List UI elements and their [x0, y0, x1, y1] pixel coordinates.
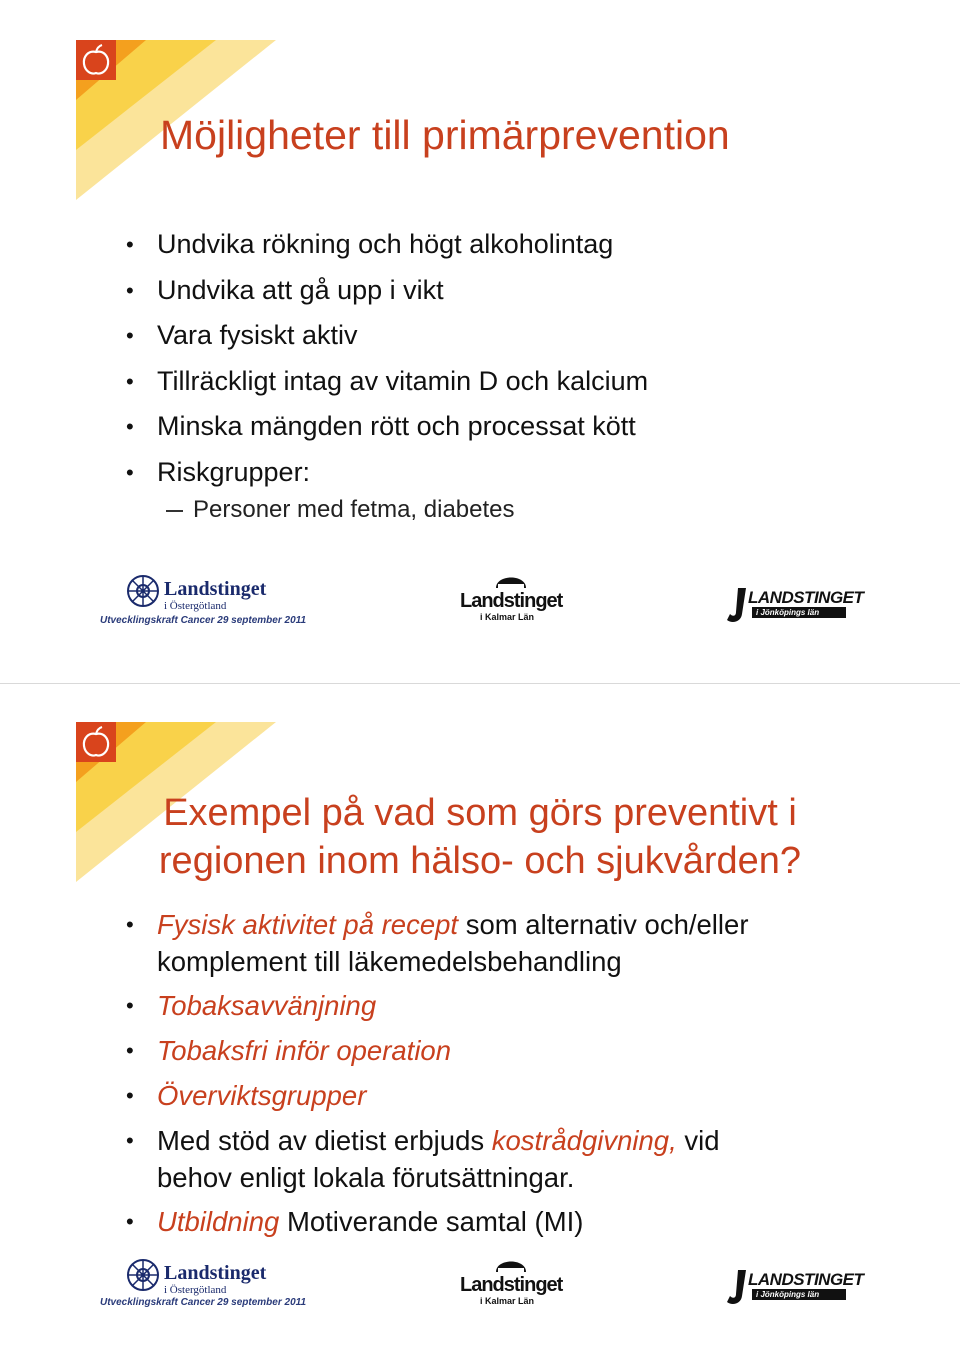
- bullet-icon: •: [126, 1038, 134, 1063]
- logo-landstinget-ostergotland: Landstinget i Östergötland: [126, 574, 160, 613]
- bullet-icon: •: [126, 368, 134, 394]
- bullet-icon: •: [126, 323, 134, 348]
- list-item: • Med stöd av dietist erbjuds kostrådgivning, vid behov enligt lokala förutsättningar.: [126, 1122, 748, 1196]
- list-item: • Överviktsgrupper: [126, 1077, 748, 1114]
- list-item: • Tobaksavvänjning: [126, 987, 748, 1024]
- bullet-icon: •: [126, 277, 134, 303]
- bullet-icon: •: [126, 232, 134, 257]
- list-item: • Utbildning Motiverande samtal (MI): [126, 1203, 748, 1240]
- rosette-icon: [126, 1258, 160, 1292]
- logo-landstinget-jonkoping: LANDSTINGET i Jönköpings län: [724, 586, 754, 631]
- slide-title: Exempel på vad som görs preventivt i regionen inom hälso- och sjukvården?: [158, 792, 802, 882]
- bullet-icon: •: [126, 414, 134, 439]
- logo-landstinget-kalmar: Landstinget i Kalmar Län: [458, 1250, 568, 1315]
- list-item: • Minska mängden rött och processat kött: [126, 404, 648, 450]
- sub-bullet: Personer med fetma, diabetes: [166, 496, 515, 524]
- logo-landstinget-ostergotland: Landstinget i Östergötland: [126, 1258, 160, 1297]
- bullet-list: [126, 906, 748, 1248]
- list-item: • Riskgrupper:: [126, 450, 648, 496]
- logo-landstinget-kalmar: Landstinget i Kalmar Län: [458, 566, 568, 631]
- bullet-icon: •: [126, 459, 134, 485]
- footer-text: Utvecklingskraft Cancer 29 september 2011: [100, 1297, 307, 1308]
- list-item: • Undvika att gå upp i vikt: [126, 268, 648, 314]
- bullet-icon: •: [126, 1128, 134, 1153]
- slide-title: Möjligheter till primärprevention: [160, 112, 730, 158]
- list-item: • Vara fysiskt aktiv: [126, 313, 648, 359]
- bullet-icon: •: [126, 993, 134, 1018]
- bullet-icon: •: [126, 912, 134, 937]
- slide-2: [0, 684, 960, 1367]
- bullet-icon: •: [126, 1209, 134, 1234]
- list-item: • Undvika rökning och högt alkoholintag: [126, 222, 648, 268]
- dash-icon: [166, 510, 183, 512]
- footer-text: Utvecklingskraft Cancer 29 september 2011: [100, 615, 307, 626]
- bullet-list: [126, 222, 648, 495]
- rosette-icon: [126, 574, 160, 608]
- list-item: • Fysisk aktivitet på recept som alternativ och/eller komplement till läkemedelsbehandling: [126, 906, 748, 980]
- bullet-icon: •: [126, 1083, 134, 1108]
- logo-landstinget-jonkoping: LANDSTINGET i Jönköpings län: [724, 1268, 754, 1313]
- list-item: • Tobaksfri inför operation: [126, 1032, 748, 1069]
- slide-1: [0, 0, 960, 683]
- list-item: • Tillräckligt intag av vitamin D och kalcium: [126, 359, 648, 405]
